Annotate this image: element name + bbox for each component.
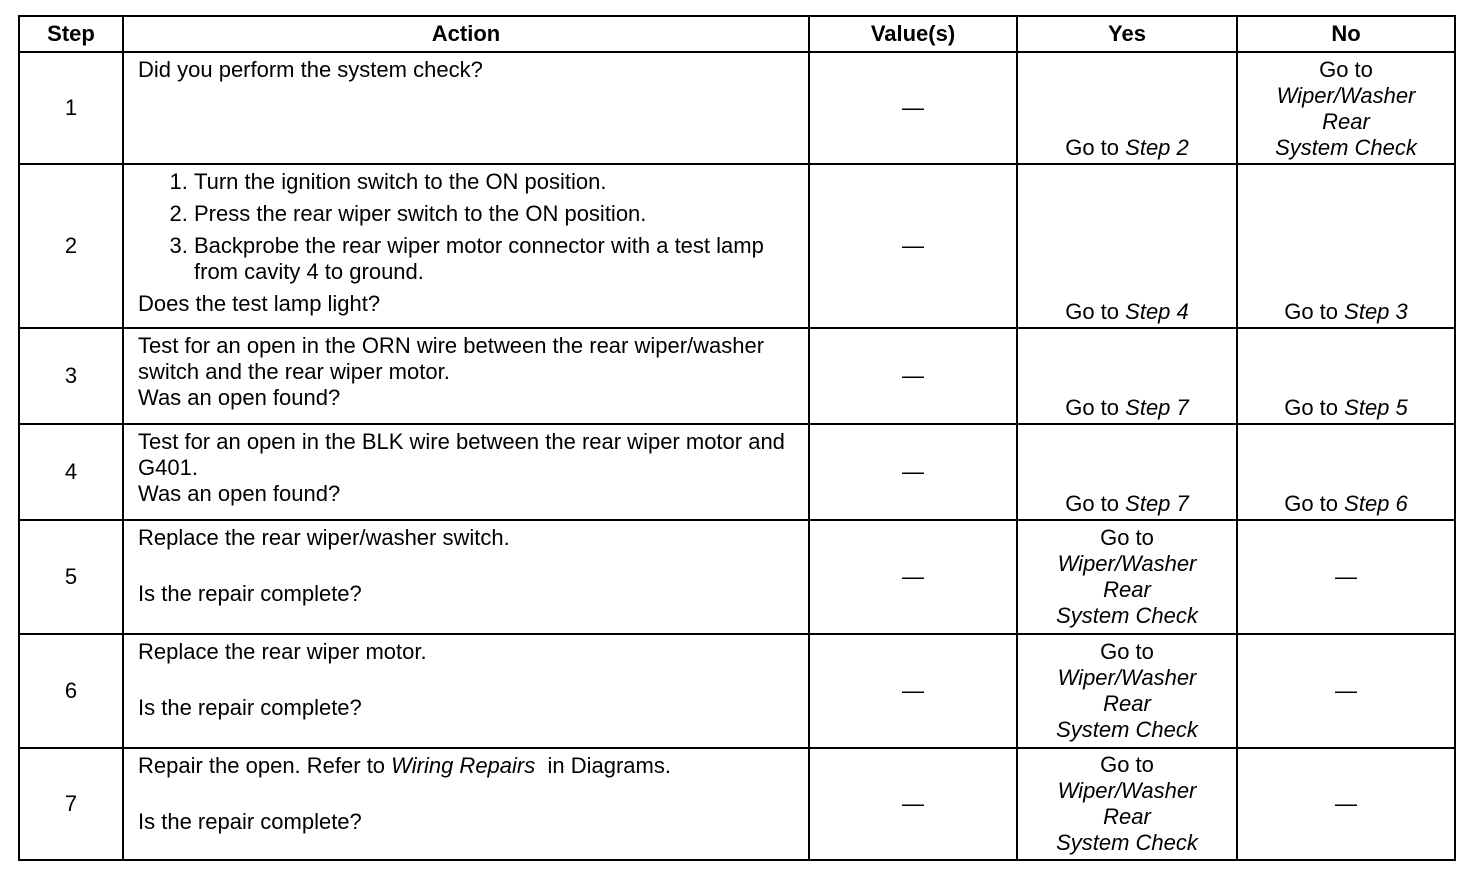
- check-ref-line-2: Rear: [1103, 577, 1151, 602]
- action-cell: [123, 424, 809, 520]
- action-cell: [123, 520, 809, 634]
- no-cell: [1237, 164, 1455, 328]
- value-cell: —: [809, 748, 1017, 860]
- yes-cell: [1017, 164, 1237, 328]
- value-cell: —: [809, 164, 1017, 328]
- action-cell: [123, 328, 809, 424]
- check-ref-line-1: Wiper/Washer: [1057, 665, 1197, 690]
- check-ref-line-1: Wiper/Washer: [1057, 778, 1197, 803]
- header-values: Value(s): [809, 16, 1017, 52]
- go-to-text: Go to: [1065, 135, 1120, 160]
- substep-item: 1. Turn the ignition switch to the ON position.: [194, 169, 794, 195]
- step-number: 2: [19, 164, 123, 328]
- substep-list: [138, 169, 794, 285]
- step-number: 3: [19, 328, 123, 424]
- check-ref-line-2: Rear: [1103, 804, 1151, 829]
- header-row: [19, 16, 1455, 52]
- action-prefix: Repair the open. Refer to: [138, 753, 386, 778]
- go-to-text: Go to: [1065, 299, 1120, 324]
- go-to-text: Go to: [1284, 299, 1339, 324]
- table-row: [19, 328, 1455, 424]
- table-row: [19, 52, 1455, 164]
- go-to-text: Go to: [1284, 491, 1339, 516]
- action-text: Test for an open in the BLK wire between the rear wiper motor and G401.: [138, 429, 785, 480]
- step-number: 5: [19, 520, 123, 634]
- substep-item: 3. Backprobe the rear wiper motor connector with a test lamp from cavity 4 to ground.: [194, 233, 794, 285]
- yes-cell: [1017, 634, 1237, 748]
- yes-cell: [1017, 328, 1237, 424]
- go-to-text: Go to: [1100, 525, 1154, 550]
- yes-cell: [1017, 520, 1237, 634]
- action-text: Did you perform the system check?: [138, 57, 483, 82]
- diagnostic-table: [18, 15, 1456, 861]
- table-row: [19, 424, 1455, 520]
- check-ref-line-3: System Check: [1056, 603, 1198, 628]
- action-text: Test for an open in the ORN wire between the rear wiper/washer switch and the rear wiper motor.: [138, 333, 765, 384]
- check-ref-line-2: Rear: [1103, 691, 1151, 716]
- yes-cell: [1017, 748, 1237, 860]
- go-to-text: Go to: [1100, 752, 1154, 777]
- action-cell: [123, 164, 809, 328]
- value-cell: —: [809, 634, 1017, 748]
- no-step-ref: Step 5: [1344, 395, 1408, 420]
- go-to-text: Go to: [1065, 491, 1120, 516]
- no-cell: [1237, 424, 1455, 520]
- question-text: Was an open found?: [138, 481, 341, 506]
- question-text: Is the repair complete?: [138, 695, 362, 720]
- check-ref-line-3: System Check: [1056, 717, 1198, 742]
- yes-cell: [1017, 52, 1237, 164]
- substep-item: 2. Press the rear wiper switch to the ON position.: [194, 201, 794, 227]
- table-row: [19, 748, 1455, 860]
- check-ref-line-1: Wiper/Washer: [1276, 83, 1416, 108]
- step-number: 1: [19, 52, 123, 164]
- check-ref-line-1: Wiper/Washer: [1057, 551, 1197, 576]
- check-ref-line-3: System Check: [1056, 830, 1198, 855]
- action-suffix: in Diagrams.: [547, 753, 671, 778]
- go-to-text: Go to: [1284, 395, 1339, 420]
- yes-step-ref: Step 4: [1125, 299, 1189, 324]
- value-cell: —: [809, 424, 1017, 520]
- yes-step-ref: Step 7: [1125, 491, 1189, 516]
- no-cell: [1237, 328, 1455, 424]
- value-cell: —: [809, 52, 1017, 164]
- header-step: Step: [19, 16, 123, 52]
- question-text: Is the repair complete?: [138, 581, 362, 606]
- action-cell: [123, 52, 809, 164]
- no-cell: [1237, 52, 1455, 164]
- no-cell: —: [1237, 748, 1455, 860]
- no-step-ref: Step 3: [1344, 299, 1408, 324]
- wiring-repairs-ref: Wiring Repairs: [391, 753, 536, 778]
- table-row: [19, 520, 1455, 634]
- yes-step-ref: Step 2: [1125, 135, 1189, 160]
- action-cell: [123, 634, 809, 748]
- step-number: 7: [19, 748, 123, 860]
- action-text: Replace the rear wiper/washer switch.: [138, 525, 510, 550]
- question-text: Is the repair complete?: [138, 809, 362, 834]
- value-cell: —: [809, 328, 1017, 424]
- value-cell: —: [809, 520, 1017, 634]
- check-ref-line-3: System Check: [1275, 135, 1417, 160]
- question-text: Does the test lamp light?: [138, 291, 381, 316]
- step-number: 6: [19, 634, 123, 748]
- go-to-text: Go to: [1100, 639, 1154, 664]
- action-text: Replace the rear wiper motor.: [138, 639, 427, 664]
- no-step-ref: Step 6: [1344, 491, 1408, 516]
- action-text: [138, 753, 794, 779]
- step-number: 4: [19, 424, 123, 520]
- header-action: Action: [123, 16, 809, 52]
- go-to-text: Go to: [1319, 57, 1373, 82]
- yes-step-ref: Step 7: [1125, 395, 1189, 420]
- yes-cell: [1017, 424, 1237, 520]
- no-cell: —: [1237, 634, 1455, 748]
- header-no: No: [1237, 16, 1455, 52]
- action-cell: [123, 748, 809, 860]
- check-ref-line-2: Rear: [1322, 109, 1370, 134]
- table-row: [19, 164, 1455, 328]
- question-text: Was an open found?: [138, 385, 341, 410]
- table-row: [19, 634, 1455, 748]
- header-yes: Yes: [1017, 16, 1237, 52]
- go-to-text: Go to: [1065, 395, 1120, 420]
- no-cell: —: [1237, 520, 1455, 634]
